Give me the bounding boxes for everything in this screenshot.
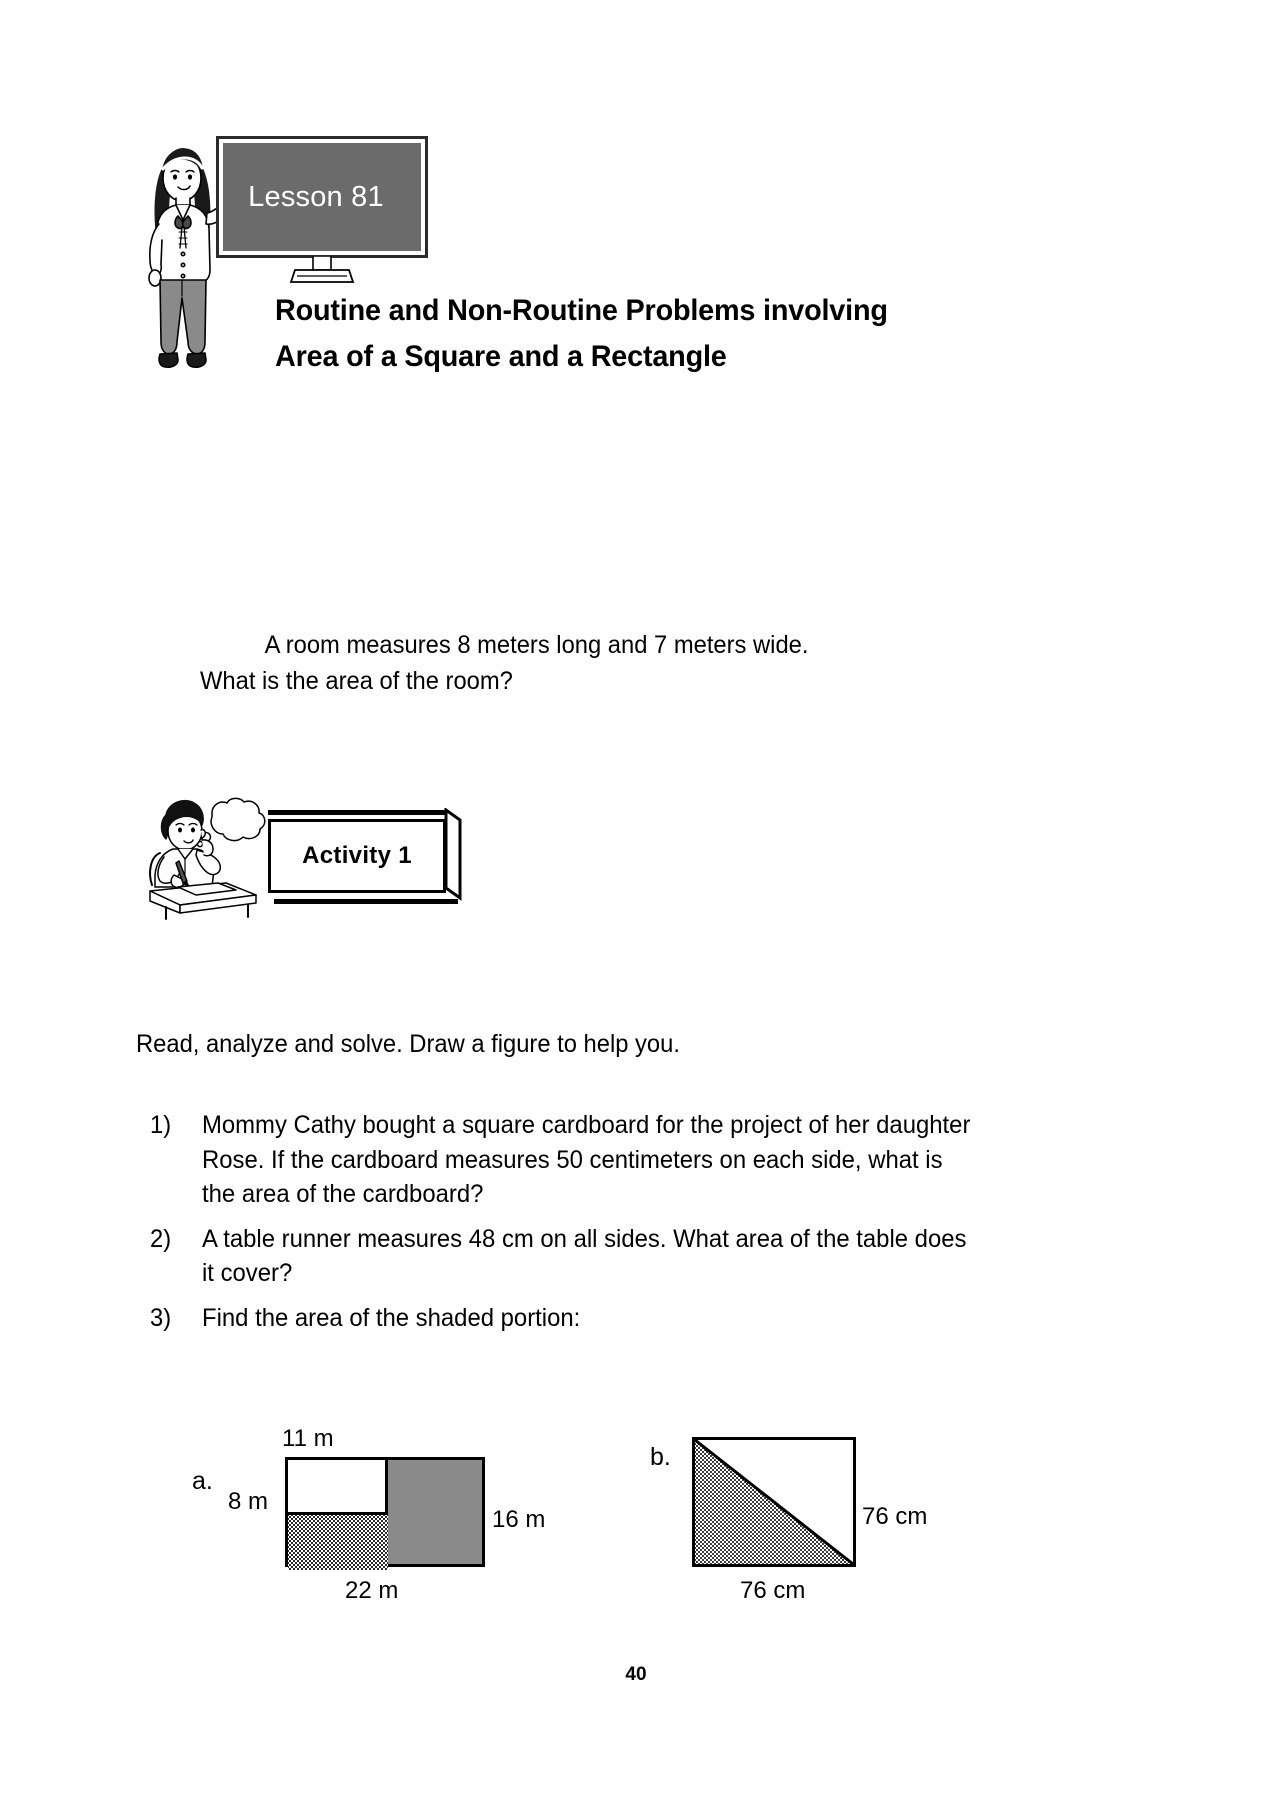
figure-b-letter: b. (650, 1443, 671, 1471)
figure-a-left-label: 8 m (228, 1488, 269, 1515)
problem-text: Find the area of the shaded portion: (202, 1303, 581, 1332)
activity-label: Activity 1 (302, 842, 412, 869)
lesson-number-label: Lesson 81 (248, 180, 384, 213)
activity-banner-body (268, 819, 446, 893)
list-item (150, 1301, 1010, 1336)
figure-a-bottom-label: 22 m (345, 1577, 399, 1604)
figure-a-unshaded-region (288, 1460, 388, 1515)
intro-problem-line-1: A room measures 8 meters long and 7 meters wide. (264, 631, 809, 659)
shaded-area-figures (190, 1425, 1070, 1605)
figure-a-dotted-region (288, 1515, 388, 1570)
page-title-line-1: Routine and Non-Routine Problems involving (275, 294, 888, 327)
banner-top-rule (268, 810, 446, 815)
problem-text: Mommy Cathy bought a square cardboard for the project of her daughter Rose. If the cardboard measures 50 centimeters on each side, what is the area of the cardboard? (202, 1111, 971, 1208)
list-item (150, 1222, 1010, 1291)
blackboard-frame (216, 136, 428, 258)
figure-b-diagonal-line (695, 1440, 853, 1564)
problem-list (150, 1108, 1010, 1345)
problem-number: 2) (150, 1224, 172, 1253)
activity-banner (268, 819, 458, 901)
figure-a-rectangle (285, 1457, 485, 1567)
figure-a-top-label: 11 m (282, 1425, 334, 1452)
intro-problem-line-2: What is the area of the room? (200, 666, 513, 695)
intro-problem (200, 628, 951, 699)
problem-number: 1) (150, 1111, 172, 1139)
figure-b-square (692, 1437, 856, 1567)
figure-a-right-label: 16 m (492, 1506, 546, 1533)
figure-b-right-label: 76 cm (862, 1503, 928, 1530)
figure-a (190, 1425, 610, 1604)
problem-number: 3) (150, 1303, 172, 1332)
instruction-text: Read, analyze and solve. Draw a figure to help you. (136, 1030, 680, 1058)
banner-bottom-rule (274, 899, 458, 904)
page-number: 40 (625, 1664, 647, 1685)
problem-text: A table runner measures 48 cm on all sides. What area of the table does it cover? (202, 1224, 967, 1287)
page-title-line-2: Area of a Square and a Rectangle (275, 339, 727, 373)
blackboard-stand-icon (287, 256, 357, 284)
blackboard-icon (216, 136, 428, 258)
figure-b-bottom-label: 76 cm (740, 1577, 806, 1604)
list-item (150, 1108, 1010, 1212)
page-title (275, 288, 947, 380)
banner-3d-side (444, 808, 478, 908)
figure-b (650, 1425, 1070, 1604)
figure-a-letter: a. (192, 1467, 213, 1495)
thinking-boy-illustration (140, 795, 270, 920)
activity-header (140, 795, 480, 930)
blackboard-face (223, 143, 421, 251)
